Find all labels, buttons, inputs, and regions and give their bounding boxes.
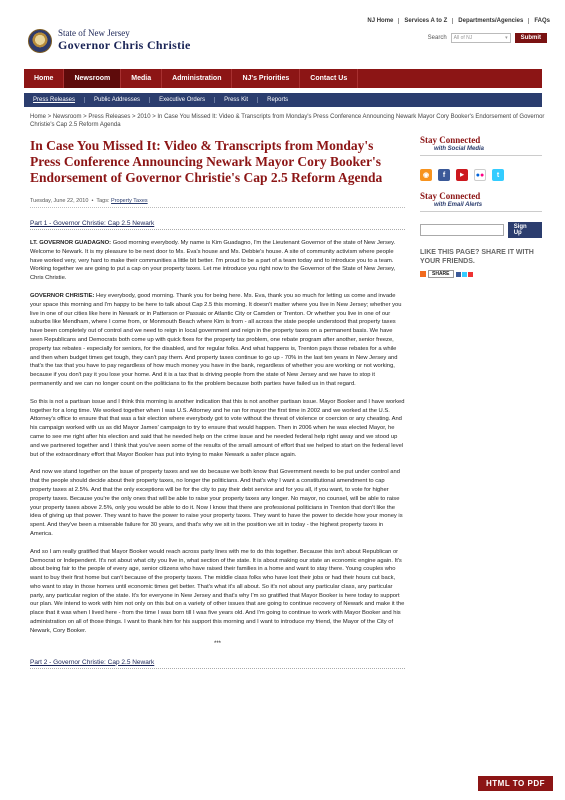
social-heading: Stay Connected <box>420 135 481 145</box>
nav-administration[interactable]: Administration <box>162 69 232 88</box>
article-date: Tuesday, June 22, 2010 <box>30 198 89 204</box>
share-services <box>456 272 473 277</box>
main-nav <box>24 69 542 88</box>
email-subheading: with Email Alerts <box>434 202 483 208</box>
youtube-icon[interactable]: ▶ <box>456 169 468 181</box>
departments-link[interactable]: Departments/Agencies <box>452 18 528 24</box>
services-link[interactable]: Services A to Z <box>398 18 452 24</box>
email-field[interactable] <box>420 224 504 236</box>
nav-home[interactable]: Home <box>24 69 64 88</box>
search-label: Search <box>427 35 447 41</box>
paragraph: GOVERNOR CHRISTIE: Hey everybody, good morning. Thank you for being here. Ms. Eva, thank you so much for letting us come and invade your space this morning and I'm happy to be here to talk about Cap 2.5 this morning. It doesn't matter where you live in New Jersey; whether you live in one of our cities like here in Newark or in Patterson or Passaic or Atlantic City or Camden or Trenton. Or whether you live in one of our suburbs like Mendham, where I come from, or Monmouth Beach where Kim is from - all across the state people understood that property taxes have been completely out of control and we need to reign in local government and reign in the property taxes on a permanent basis. We have seen Republicans and Democrats both come up with quick fixes for the property tax problem, one rebate program after another, senior freeze, property tax rebates - especially for seniors, for the disabled, and for regular folks. And what happens is, Trenton pays those rebates for a while and then when budget times get tough, they can't pay them. And property taxes continue to go up - 70% in the last ten years in New Jersey and that's the tax that you have to pay regardless of how much money you have in the bank, regardless of whether you are working or not working, because if you don't pay it you lose your home. And it is a tax that is driving people from the state of New Jersey and we have to stop it permanently and we can no longer count on the politicians to fix the problem because both parties have failed us in that regard. <box>30 292 402 387</box>
speaker-label: GOVERNOR CHRISTIE: <box>30 292 95 299</box>
twitter-icon[interactable] <box>462 272 467 277</box>
nav-priorities[interactable]: NJ's Priorities <box>232 69 300 88</box>
divider <box>30 668 405 669</box>
share-icon <box>420 271 426 277</box>
logo-governor-text: Governor Chris Christie <box>58 38 191 52</box>
search-scope-select[interactable]: All of NJ ▾ <box>451 33 511 43</box>
subnav-press-kit[interactable]: Press Kit <box>215 97 258 103</box>
paragraph: So this is not a partisan issue and I think this morning is another indication that this is not another partisan issue. Mayor Booker and I have worked together for a long time. We worked together when I was U.S. Attorney and he ran for mayor the first time in 2002 and we worked at the U.S. Attorney's office to ensure that that was a fair election where everybody got to vote without the threat of violence or coercion or any cheating. And his campaign worked with us as did Mayor James' campaign to try to ensure that would happen. Then in 2006 when he was elected Mayor, he came to see me right after his election and said that he needed help on the crime issue and he needed federal help right away and we stood up and we partnered together and I think that you've seen some of the results of the small amount of effort that we helped to start on the federal level but of the extraordinary effort that Mayor Booker has put into trying to make Newark a safer place again. <box>30 398 405 458</box>
nav-newsroom[interactable]: Newsroom <box>64 69 121 88</box>
paragraph: LT. GOVERNOR GUADAGNO: Good morning everybody. My name is Kim Guadagno, I'm the Lieutenant Governor of the state of New Jersey. Welcome to Newark. It is my pleasure to be next door to Ms. Eva's house and Ms. Debbie's house. A site of community activism where people have worked very, very hard to make their communities a little bit better. I'm proud to be a part of a team today and to introduce you to a team. Working together we are going to put a cap on your property taxes. Let me introduce you right now to the Governor of the State of New Jersey, Chris Christie. <box>30 240 396 282</box>
section-separator: *** <box>213 640 221 647</box>
speaker-label: LT. GOVERNOR GUADAGNO: <box>30 240 112 246</box>
sign-up-button[interactable]: Sign Up <box>508 222 542 238</box>
nj-home-link[interactable]: NJ Home <box>367 18 394 24</box>
social-subheading: with Social Media <box>434 146 485 152</box>
search-bar <box>428 33 547 43</box>
share-prompt: LIKE THIS PAGE? SHARE IT WITH YOUR FRIENDS. <box>420 249 534 265</box>
email-icon[interactable] <box>468 272 473 277</box>
divider <box>30 229 405 230</box>
sub-nav <box>24 93 542 107</box>
part1-link[interactable]: Part 1 - Governor Christie: Cap 2.5 Newark <box>30 220 155 227</box>
search-submit-button[interactable]: Submit <box>515 33 547 43</box>
subnav-executive-orders[interactable]: Executive Orders <box>150 97 215 103</box>
nav-contact[interactable]: Contact Us <box>300 69 358 88</box>
facebook-icon[interactable]: f <box>438 169 450 181</box>
logo-state-text: State of New Jersey <box>58 28 130 38</box>
subnav-reports[interactable]: Reports <box>267 97 289 103</box>
share-button[interactable]: SHARE <box>428 270 454 278</box>
paragraph: And now we stand together on the issue of property taxes and we do because we both know that Government needs to be put under control and that the people should decide about their property taxes, no longer the politicians. And that's why I want a constitutional amendment to cap property taxes at 2.5%. And that the only exceptions will be for the city to pay their debt service and for you all, if you want, to vote for higher property taxes. Because you're the only ones that will be able to raise your property taxes any longer. No mayor, no counsel, will be able to raise your property taxes above 2.5%, only you would be able to do it. Now I know that there are professional politicians in Trenton that don't like the idea of giving up that power. They want to have the power to raise your property taxes. They want to have the power to decide how your money is spent. And they've been a miserable failure for 30 years, and that's why we sit in the position we sit in today - the highest property taxes in America. <box>30 469 403 537</box>
faqs-link[interactable]: FAQs <box>528 18 555 24</box>
social-icons <box>420 169 542 181</box>
tag-link[interactable]: Property Taxes <box>111 198 148 204</box>
divider <box>420 155 542 156</box>
page-title: In Case You Missed It: Video & Transcripts from Monday's Press Conference Announcing Newark Mayor Cory Booker's Endorsement of Governor Christie's Cap 2.5 Reform Agenda <box>30 138 383 185</box>
email-signup <box>420 222 542 238</box>
utility-links <box>362 18 555 24</box>
paragraph: And so I am really gratified that Mayor Booker would reach across party lines with me to do this together. Because this isn't about Republican or Democrat or Independent. It's not about what city you live in, what section of the state. It is about making our state an economic engine again. It's about being fair to the people of every age, senior citizens who have raised their families in a home and want to stay there. Young couples who want to buy their first home but can't because of the property taxes. The middle class folks who have lost their jobs or had their hours cut back, who want to stay in those homes until economic times get better. That's what it's all about. So it's not about any particular class, any particular party, any particular region of the state. It's for everyone in New Jersey and that's why I'm so gratified that Mayor Booker is here today to support our plan. We intend to work with him not only on this but on a variety of other issues that are going to continue recovery of Newark and make it the place that it was when I lived here - from the time I was born till I was five years old. And I'm going to continue to work with Mayor Booker and his administration on all of those things. I want to thank him for his support this morning and I want to introduce my friend, the Mayor of the City of Newark, Cory Booker. <box>30 548 405 634</box>
facebook-icon[interactable] <box>456 272 461 277</box>
part2-link[interactable]: Part 2 - Governor Christie: Cap 2.5 Newark <box>30 658 155 666</box>
nav-media[interactable]: Media <box>121 69 162 88</box>
sidebar <box>420 135 542 278</box>
rss-icon[interactable]: ◉ <box>420 169 432 181</box>
divider <box>420 211 542 212</box>
flickr-icon[interactable]: ● ● <box>474 169 486 181</box>
state-seal-icon <box>28 29 52 53</box>
chevron-down-icon: ▾ <box>505 35 508 41</box>
twitter-icon[interactable]: t <box>492 169 504 181</box>
article-meta: Tuesday, June 22, 2010 • Tags: Property Taxes <box>30 198 405 208</box>
email-heading: Stay Connected <box>420 191 481 201</box>
article <box>30 138 405 669</box>
share-widget[interactable] <box>420 270 542 278</box>
subnav-press-releases[interactable]: Press Releases <box>24 97 85 103</box>
breadcrumb[interactable]: Home > Newsroom > Press Releases > 2010 > In Case You Missed It: Video & Transcripts from Monday's Press Conference Announcing Newark Mayor Cory Booker's Endorsement of Governor Christie's Cap 2.5 Reform Agenda <box>30 114 545 128</box>
html-to-pdf-badge: HTML TO PDF <box>478 776 553 791</box>
site-logo[interactable] <box>28 28 191 53</box>
subnav-public-addresses[interactable]: Public Addresses <box>85 97 150 103</box>
tags-label: Tags: <box>96 198 110 204</box>
